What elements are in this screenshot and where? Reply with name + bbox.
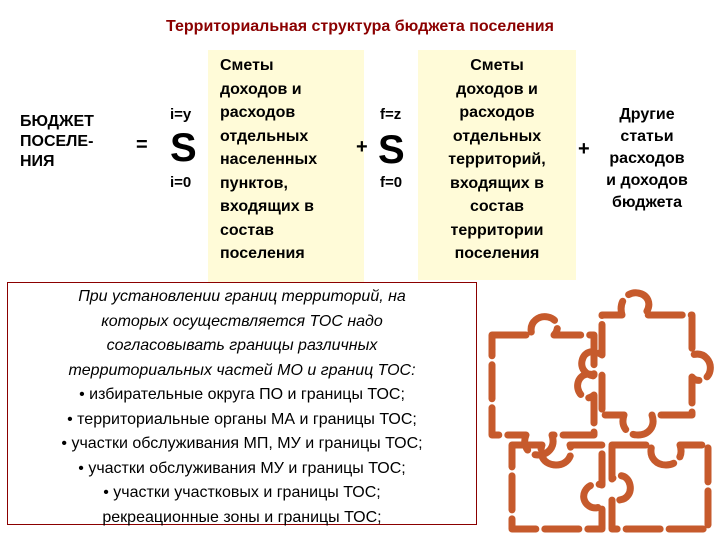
other-items-label — [592, 104, 702, 214]
box-line: состав — [220, 221, 274, 239]
box-line: Сметы — [470, 57, 524, 74]
other-line: расходов — [609, 150, 685, 167]
box-line: входящих в — [450, 174, 544, 192]
other-line: Другие — [619, 106, 675, 123]
sum1-upper-index: i=y — [170, 106, 192, 123]
sum2-symbol: S — [378, 128, 405, 172]
note-bullet: • избирательные округа ПО и границы ТОС; — [79, 386, 405, 403]
box-line: состав — [470, 198, 524, 215]
budget-label — [20, 112, 120, 172]
box-line: территорий, — [448, 151, 546, 168]
note-bullet: • участки обслуживания МП, МУ и границы ТОС; — [61, 435, 423, 452]
sum1-lower-index: i=0 — [170, 174, 192, 191]
equals-sign: = — [136, 134, 148, 156]
puzzle-illustration — [482, 285, 714, 535]
note-line: территориальных частей МО и границ ТОС: — [68, 361, 416, 379]
other-line: и доходов — [606, 172, 688, 189]
note-bullet: • участки обслуживания МУ и границы ТОС; — [78, 459, 406, 477]
sum1-symbol: S — [170, 126, 197, 170]
box-line: входящих в — [220, 198, 314, 215]
slide-title: Территориальная структура бюджета поселения — [166, 18, 554, 35]
tos-boundaries-note — [7, 282, 477, 525]
territories-estimates-box — [418, 50, 576, 280]
note-line: согласовывать границы различных — [106, 337, 378, 354]
puzzle-piece-top-right — [582, 293, 711, 435]
settlements-estimates-box — [208, 50, 364, 282]
box-line: поселения — [220, 245, 305, 262]
budget-label-line: БЮДЖЕТ — [20, 113, 94, 130]
box-line: Сметы — [220, 57, 274, 74]
note-bullet: • участки участковых и границы ТОС; — [103, 484, 381, 501]
note-bullet: рекреационные зоны и границы ТОС; — [102, 508, 382, 526]
box-line: пунктов, — [220, 174, 288, 192]
box-line: расходов — [459, 104, 535, 121]
box-line: расходов — [220, 104, 296, 121]
plus-sign-1: + — [356, 136, 368, 158]
box-line: населенных — [220, 151, 318, 168]
box-line: доходов и — [456, 80, 538, 98]
budget-label-line: НИЯ — [20, 153, 55, 170]
box-line: доходов и — [220, 80, 302, 98]
note-line: которых осуществляется ТОС надо — [101, 312, 383, 330]
plus-sign-2: + — [578, 138, 590, 160]
other-line: статьи — [620, 128, 674, 145]
box-line: территории — [450, 221, 544, 239]
note-bullet: • территориальные органы МА и границы ТОС; — [67, 410, 417, 428]
sum2-upper-index: f=z — [380, 106, 402, 123]
box-line: поселения — [454, 245, 540, 262]
other-line: бюджета — [611, 194, 683, 211]
box-line: отдельных — [452, 127, 542, 145]
puzzle-piece-bottom-left — [512, 445, 602, 529]
puzzle-piece-top-left — [492, 317, 594, 455]
box-line: отдельных — [220, 127, 309, 145]
puzzle-piece-bottom-right — [612, 445, 708, 529]
note-line: При установлении границ территорий, на — [78, 288, 406, 305]
budget-label-line: ПОСЕЛЕ- — [20, 133, 94, 150]
sum2-lower-index: f=0 — [380, 174, 403, 191]
